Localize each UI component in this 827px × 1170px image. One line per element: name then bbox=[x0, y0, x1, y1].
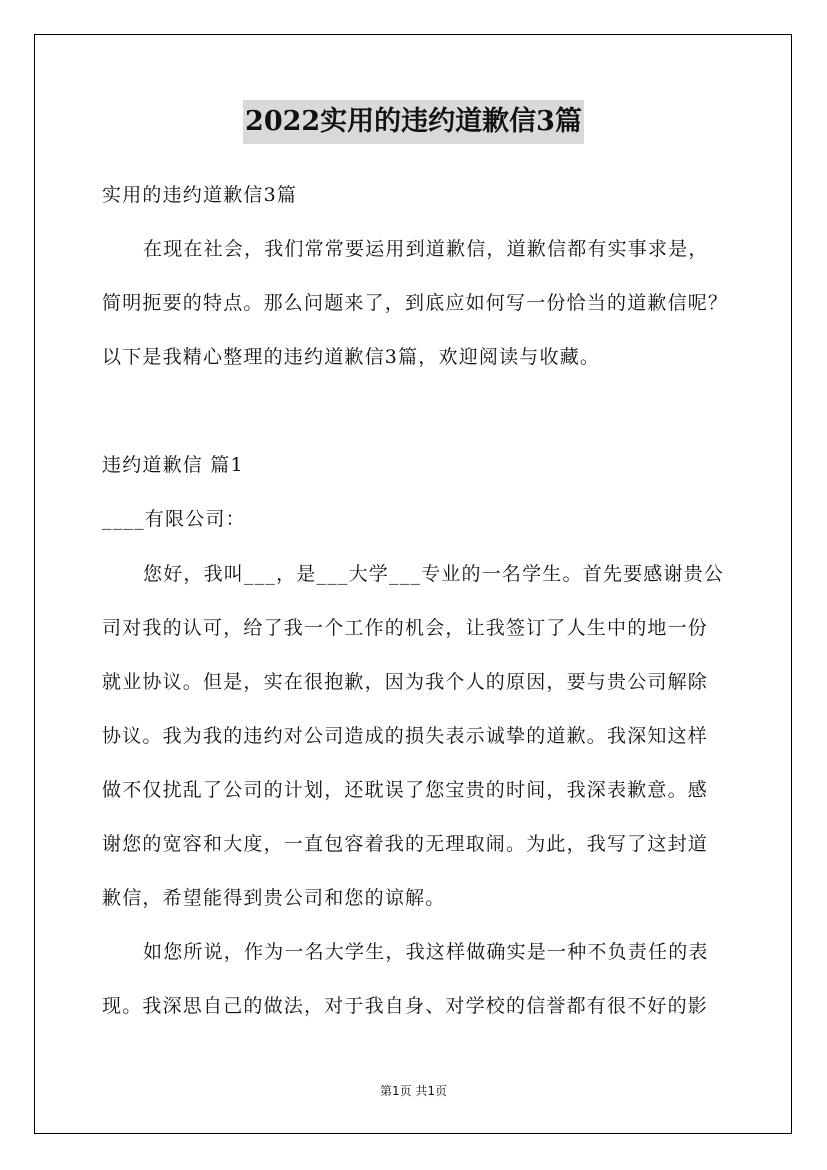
document-title-wrapper bbox=[0, 100, 827, 144]
body-line-2: 司对我的认可，给了我一个工作的机会，让我签订了人生中的地一份 bbox=[102, 617, 709, 639]
page-number-footer: 第1页 共1页 bbox=[379, 1084, 448, 1098]
intro-line-1: 在现在社会，我们常常要运用到道歉信，道歉信都有实事求是， bbox=[143, 238, 709, 260]
body-line-9: 现。我深思自己的做法，对于我自身、对学校的信誉都有很不好的影 bbox=[102, 995, 709, 1017]
intro-line-3: 以下是我精心整理的违约道歉信3篇，欢迎阅读与收藏。 bbox=[102, 346, 601, 368]
intro-line-2: 简明扼要的特点。那么问题来了，到底应如何写一份恰当的道歉信呢？ bbox=[102, 292, 729, 314]
document-title: 2022实用的违约道歉信3篇 bbox=[243, 100, 584, 144]
body-line-5: 做不仅扰乱了公司的计划，还耽误了您宝贵的时间，我深表歉意。感 bbox=[102, 779, 709, 801]
document-subtitle: 实用的违约道歉信3篇 bbox=[102, 184, 298, 206]
body-line-8: 如您所说，作为一名大学生，我这样做确实是一种不负责任的表 bbox=[143, 941, 709, 963]
body-line-6: 谢您的宽容和大度，一直包容着我的无理取闹。为此，我写了这封道 bbox=[102, 833, 709, 855]
body-line-1: 您好，我叫___，是___大学___专业的一名学生。首先要感谢贵公 bbox=[143, 563, 725, 585]
body-line-7: 歉信，希望能得到贵公司和您的谅解。 bbox=[102, 887, 446, 909]
body-line-4: 协议。我为我的违约对公司造成的损失表示诚挚的道歉。我深知这样 bbox=[102, 725, 709, 747]
section-heading: 违约道歉信 篇1 bbox=[102, 454, 244, 476]
body-line-3: 就业协议。但是，实在很抱歉，因为我个人的原因，要与贵公司解除 bbox=[102, 671, 709, 693]
salutation: ____有限公司： bbox=[102, 508, 246, 530]
